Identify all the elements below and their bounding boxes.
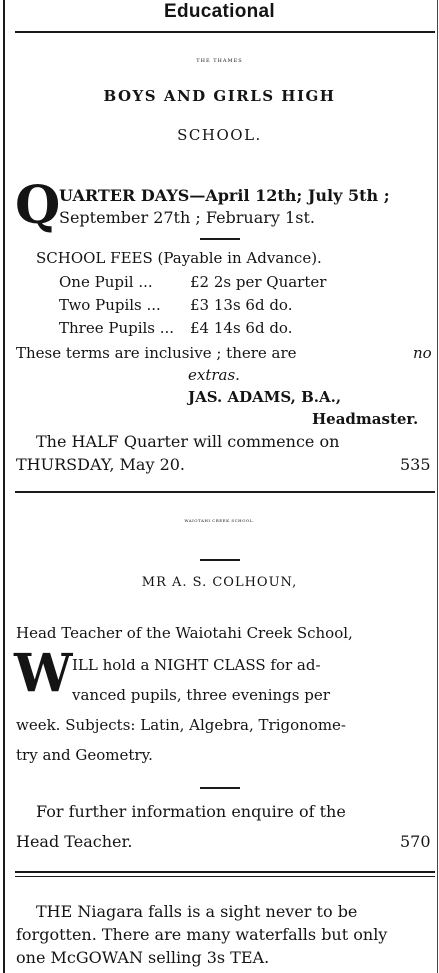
ad3-line2: forgotten. There are many waterfalls but only bbox=[16, 925, 388, 944]
left-column-rule bbox=[3, 0, 5, 973]
ad1-line1: THE THAMES bbox=[196, 58, 243, 64]
ad-divider-2 bbox=[15, 871, 435, 873]
ad1-half-line1: The HALF Quarter will commence on bbox=[36, 432, 340, 451]
section-header: Educational bbox=[164, 1, 275, 22]
ad2-name: MR A. S. COLHOUN, bbox=[141, 575, 298, 590]
ad1-fees-heading: SCHOOL FEES (Payable in Advance). bbox=[36, 249, 322, 267]
ad1-short-rule-1 bbox=[200, 238, 240, 240]
ad2-info1: For further information enquire of the bbox=[36, 802, 346, 821]
ad-divider-1 bbox=[15, 491, 435, 493]
ad1-terms-extras: extras. bbox=[188, 366, 240, 384]
ad1-fee-amount: £3 13s 6d do. bbox=[190, 296, 293, 314]
header-divider bbox=[15, 31, 435, 33]
ad3-line3: one McGOWAN selling 3s TEA. bbox=[16, 948, 270, 967]
ad1-signer-title: Headmaster. bbox=[312, 410, 419, 428]
ad1-fee-amount: £4 14s 6d do. bbox=[190, 319, 293, 337]
ad1-quarter-line1: UARTER DAYS—April 12th; July 5th ; bbox=[59, 186, 390, 205]
ad2-body4: try and Geometry. bbox=[16, 746, 153, 764]
ad1-fee-label: One Pupil ... bbox=[59, 273, 153, 291]
ad1-fee-label: Two Pupils ... bbox=[59, 296, 161, 314]
ad1-quarter-line2: September 27th ; February 1st. bbox=[59, 208, 315, 227]
ad1-line2: BOYS AND GIRLS HIGH bbox=[103, 87, 336, 105]
ad3-line1: THE Niagara falls is a sight never to be bbox=[36, 902, 358, 921]
right-column-rule bbox=[437, 0, 438, 973]
ad2-body1: ILL hold a NIGHT CLASS for ad- bbox=[72, 656, 321, 674]
ad1-fee-amount: £2 2s per Quarter bbox=[190, 273, 327, 291]
ad1-half-line2: THURSDAY, May 20. bbox=[16, 455, 186, 474]
ad1-fee-label: Three Pupils ... bbox=[59, 319, 175, 337]
ad1-ref: 535 bbox=[400, 455, 431, 474]
ad2-ref: 570 bbox=[400, 832, 431, 851]
ad2-body3: week. Subjects: Latin, Algebra, Trigonome- bbox=[16, 716, 346, 734]
ad1-line3: SCHOOL. bbox=[177, 126, 262, 144]
ad1-signer: JAS. ADAMS, B.A., bbox=[188, 388, 342, 406]
ad2-info2: Head Teacher. bbox=[16, 832, 133, 851]
ad2-school: WAIOTAHI CREEK SCHOOL. bbox=[184, 518, 255, 523]
ad1-dropcap: Q bbox=[15, 175, 61, 236]
ad1-terms-no: no bbox=[413, 344, 432, 362]
ad1-terms: These terms are inclusive ; there are bbox=[16, 344, 297, 362]
ad-divider-2b bbox=[15, 876, 435, 877]
ad2-short-rule-2 bbox=[200, 787, 240, 789]
ad2-title-line: Head Teacher of the Waiotahi Creek School, bbox=[16, 624, 353, 642]
ad2-dropcap: W bbox=[14, 643, 73, 704]
ad2-short-rule-1 bbox=[200, 559, 240, 561]
ad2-body2: vanced pupils, three evenings per bbox=[72, 686, 330, 704]
